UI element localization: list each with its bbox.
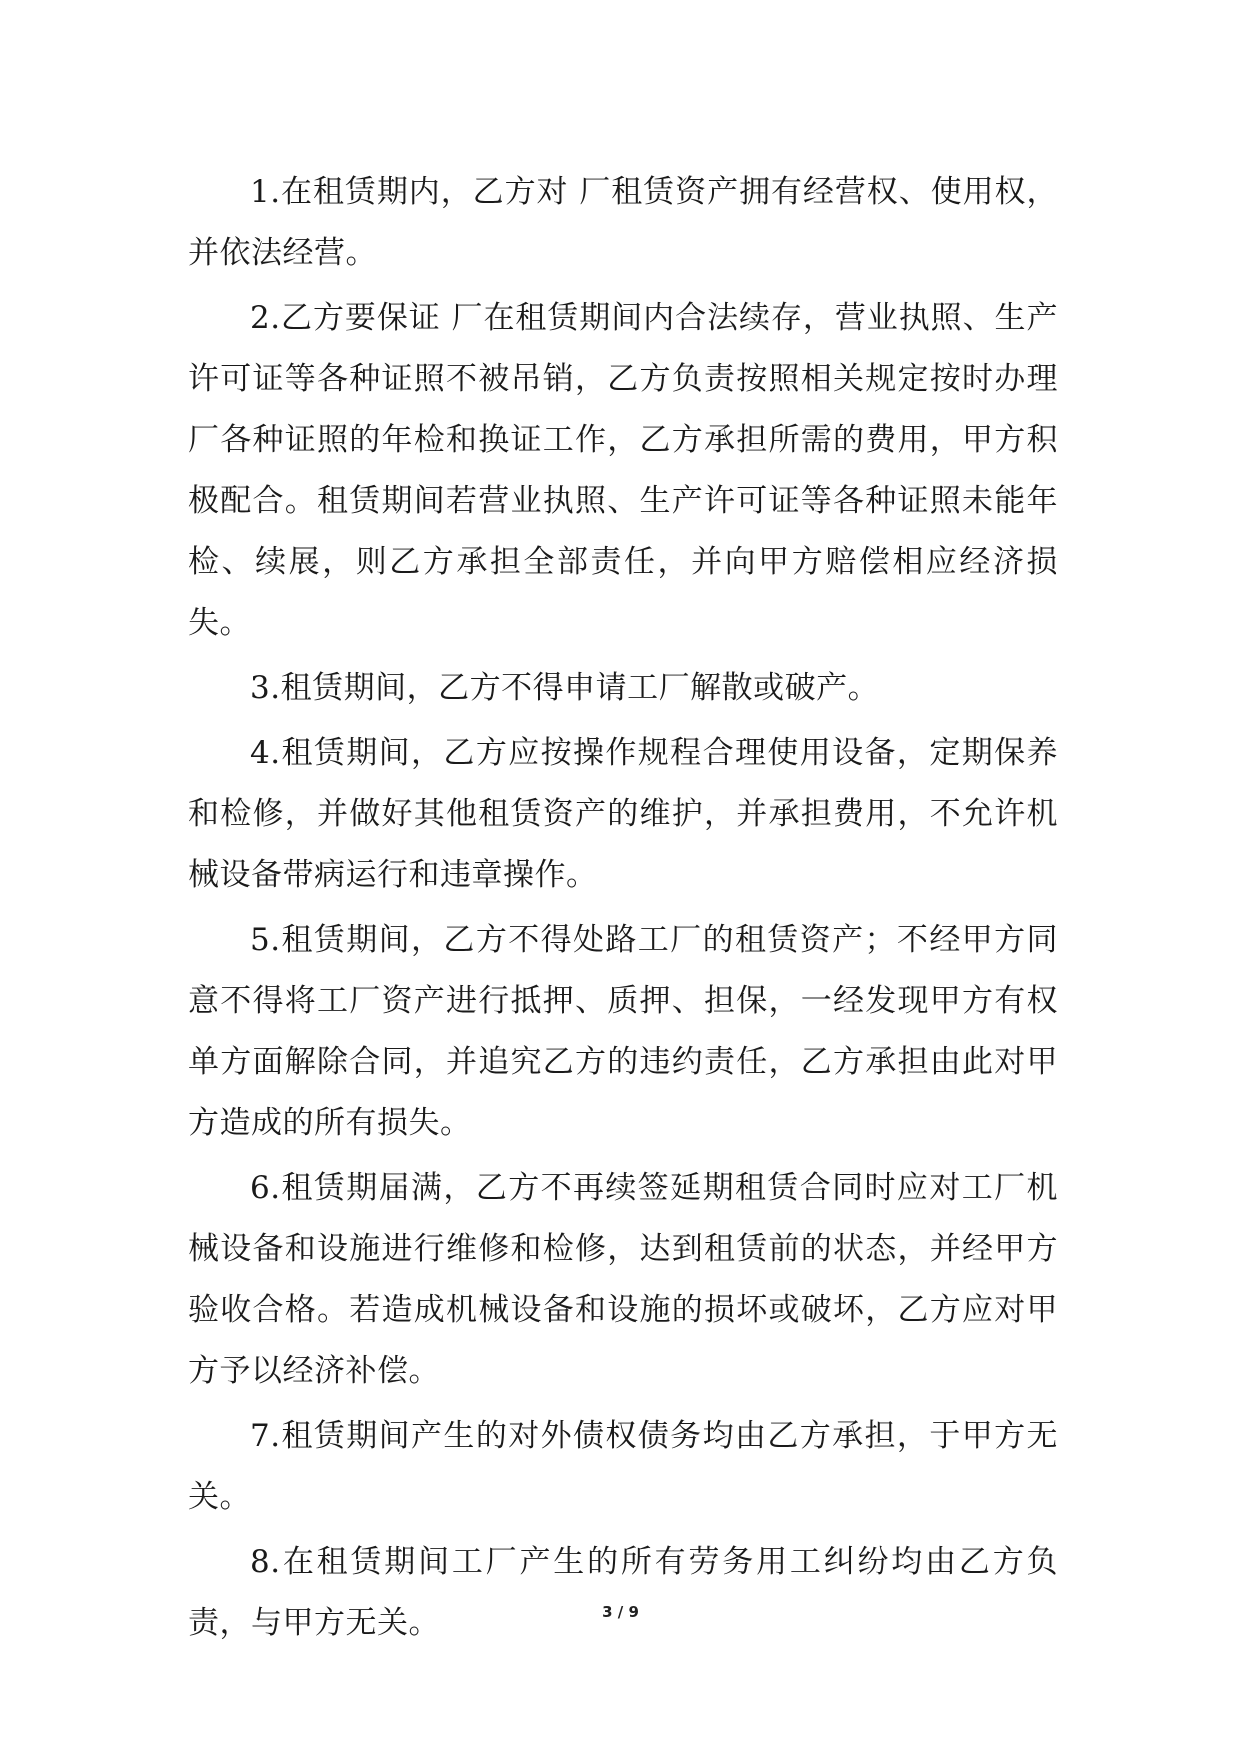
- clause-6: 6.租赁期届满，乙方不再续签延期租赁合同时应对工厂机械设备和设施进行维修和检修，达到租赁前的状态，并经甲方验收合格。若造成机械设备和设施的损坏或破坏，乙方应对甲方予以经济补偿。: [188, 1170, 1058, 1389]
- clause-4: 4.租赁期间，乙方应按操作规程合理使用设备，定期保养和检修，并做好其他租赁资产的维护，并承担费用，不允许机械设备带病运行和违章操作。: [188, 735, 1058, 893]
- clause-2: 2.乙方要保证 厂在租赁期间内合法续存，营业执照、生产许可证等各种证照不被吊销，乙方负责按照相关规定按时办理厂各种证照的年检和换证工作，乙方承担所需的费用，甲方积极配合。租赁期间若营业执照、生产许可证等各种证照未能年检、续展，则乙方承担全部责任，并向甲方赔偿相应经济损失。: [188, 300, 1058, 641]
- clause-5: 5.租赁期间，乙方不得处路工厂的租赁资产；不经甲方同意不得将工厂资产进行抵押、质押、担保，一经发现甲方有权单方面解除合同，并追究乙方的违约责任，乙方承担由此对甲方造成的所有损失。: [188, 922, 1058, 1141]
- clause-7: 7.租赁期间产生的对外债权债务均由乙方承担，于甲方无关。: [188, 1418, 1058, 1515]
- clause-3: 3.租赁期间，乙方不得申请工厂解散或破产。: [250, 670, 880, 706]
- clause-1: 1.在租赁期内，乙方对 厂租赁资产拥有经营权、使用权，并依法经营。: [188, 174, 1058, 271]
- document-body: [188, 162, 1058, 1658]
- clause-8: 8.在租赁期间工厂产生的所有劳务用工纠纷均由乙方负责，与甲方无关。: [188, 1544, 1058, 1641]
- page-number: 3 / 9: [602, 1603, 639, 1621]
